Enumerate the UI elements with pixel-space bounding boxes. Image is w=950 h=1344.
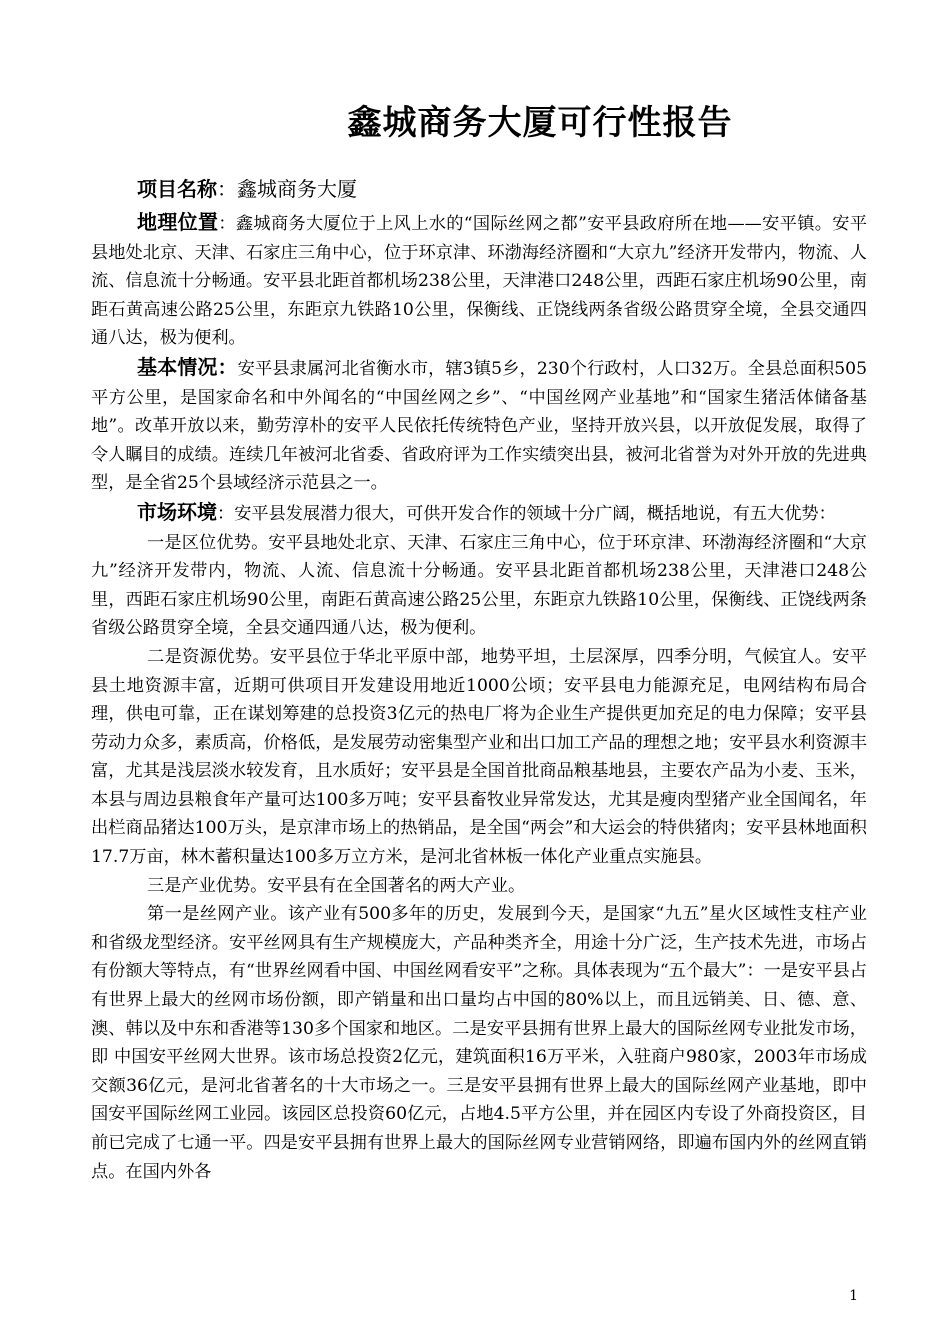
industry-advantage-paragraph: 三是产业优势。安平县有在全国著名的两大产业。 xyxy=(147,875,526,896)
page-number: 1 xyxy=(849,1288,858,1304)
document-title: 鑫城商务大厦可行性报告 xyxy=(347,103,733,143)
location-paragraph xyxy=(91,208,867,353)
project-name-line xyxy=(91,170,867,208)
market-paragraph xyxy=(91,498,867,529)
basic-info-paragraph xyxy=(91,353,867,498)
market-text: ：安平县发展潜力很大，可供开发合作的领域十分广阔，概括地说，有五大优势： xyxy=(217,503,836,524)
location-label: 地理位置 xyxy=(137,210,219,234)
project-name-label: 项目名称 xyxy=(137,177,217,201)
wire-mesh-industry-paragraph: 第一是丝网产业。该产业有500多年的历史，发展到今天，是国家“九五”星火区域性支柱产业和省级龙型经济。安平丝网具有生产规模庞大，产品种类齐全，用途十分广泛，生产技术先进，市场占有份额大等特点，有“世界丝网看中国、中国丝网看安平”之称。具体表现为“五个最大”：一是安平县占有世界上最大的丝网市场份额，即产销量和出口量均占中国的80%以上，而且远销美、日、德、意、澳、韩以及中东和香港等130多个国家和地区。二是安平县拥有世界上最大的国际丝网专业批发市场，即 中国安平丝网大世界。该市场总投资2亿元，建筑面积16万平米，入驻商户980家，2003年市场成交额36亿元，是河北省著名的十大市场之一。三是安平县拥有世界上最大的国际丝网产业基地，即中国安平国际丝网工业园。该园区总投资60亿元，占地4.5平方公里，并在园区内专设了外商投资区，目前已完成了七通一平。四是安平县拥有世界上最大的国际丝网专业营销网络，即遍布国内外的丝网直销点。在国内外各 xyxy=(91,904,867,1182)
market-label: 市场环境 xyxy=(137,499,217,524)
location-advantage-paragraph: 一是区位优势。安平县地处北京、天津、石家庄三角中心，位于环京津、环渤海经济圈和“大京九”经济开发带内，物流、人流、信息流十分畅通。安平县北距首都机场238公里，天津港口248公里，西距石家庄机场90公里，南距石黄高速公路25公里，东距京九铁路10公里，保衡线、正饶线两条省级公路贯穿全境，全县交通四通八达，极为便利。 xyxy=(91,532,867,639)
basic-info-label: 基本情况： xyxy=(137,354,238,379)
document-body xyxy=(91,170,867,1186)
project-name-value: ：鑫城商务大厦 xyxy=(217,177,357,201)
resource-advantage-paragraph: 二是资源优势。安平县位于华北平原中部，地势平坦，土层深厚，四季分明，气候宜人。安平县土地资源丰富，近期可供项目开发建设用地近1000公顷；安平县电力能源充足，电网结构布局合理，供电可靠，正在谋划筹建的总投资3亿元的热电厂将为企业生产提供更加充足的电力保障；安平县劳动力众多，素质高，价格低，是发展劳动密集型产业和出口加工产品的理想之地；安平县水利资源丰富，尤其是浅层淡水较发育，且水质好；安平县是全国首批商品粮基地县，主要农产品为小麦、玉米，本县与周边县粮食年产量可达100多万吨；安平县畜牧业异常发达，尤其是瘦肉型猪产业全国闻名，年出栏商品猪达100万头，是京津市场上的热销品，是全国“两会”和大运会的特供猪肉；安平县林地面积17.7万亩，林木蓄积量达100多万立方米，是河北省林板一体化产业重点实施县。 xyxy=(91,646,867,868)
location-text: ：鑫城商务大厦位于上风上水的“国际丝网之都”安平县政府所在地——安平镇。安平县地处北京、天津、石家庄三角中心，位于环京津、环渤海经济圈和“大京九”经济开发带内，物流、人流、信息流十分畅通。安平县北距首都机场238公里，天津港口248公里，西距石家庄机场90公里，南距石黄高速公路25公里，东距京九铁路10公里，保衡线、正饶线两条省级公路贯穿全境，全县交通四通八达，极为便利。 xyxy=(91,214,868,349)
basic-info-text: 安平县隶属河北省衡水市，辖3镇5乡，230个行政村，人口32万。全县总面积505平方公里，是国家命名和中外闻名的“中国丝网之乡”、“中国丝网产业基地”和“国家生猪活体储备基地”。改革开放以来，勤劳淳朴的安平人民依托传统特色产业，坚持开放兴县，以开放促发展，取得了令人瞩目的成绩。连续几年被河北省委、省政府评为工作实绩突出县，被河北省誉为对外开放的先进典型，是全省25个县域经济示范县之一。 xyxy=(91,358,868,494)
